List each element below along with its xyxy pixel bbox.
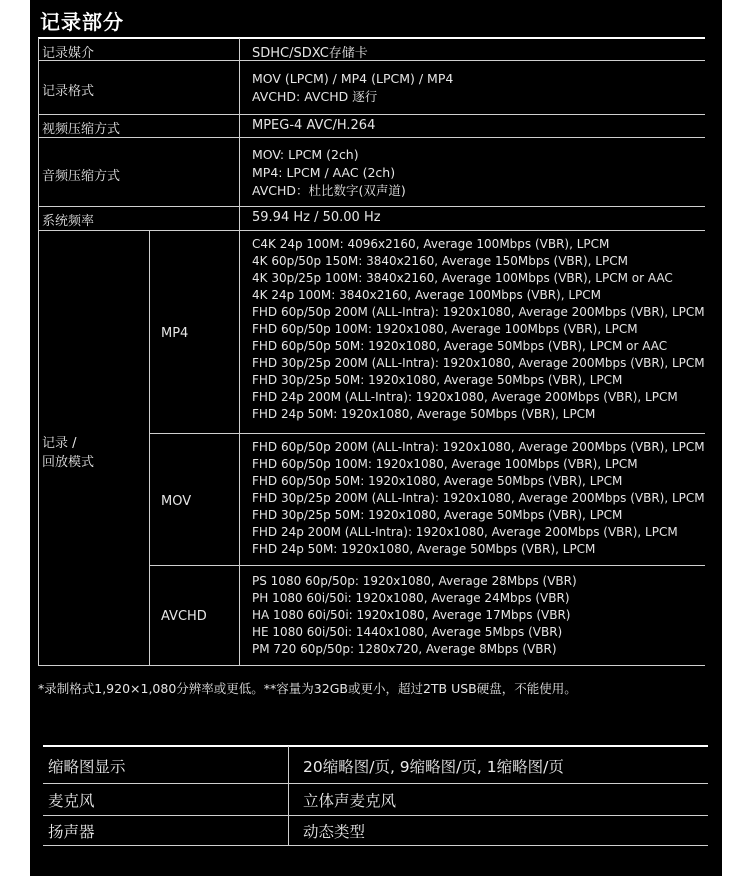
row-divider (43, 783, 708, 784)
bottom-table-divider (288, 746, 289, 846)
avchd-spec-list (252, 573, 577, 658)
spec-line: 4K 24p 100M: 3840x2160, Average 100Mbps (VBR), LPCM (252, 288, 602, 302)
spec-line: PS 1080 60p/50p: 1920x1080, Average 28Mbps (VBR) (252, 574, 577, 588)
speaker-label: 扬声器 (48, 823, 95, 841)
spec-line: FHD 60p/50p 100M: 1920x1080, Average 100Mbps (VBR), LPCM (252, 322, 638, 336)
format-value-2: AVCHD: AVCHD 逐行 (252, 89, 378, 104)
spec-line: FHD 24p 50M: 1920x1080, Average 50Mbps (VBR), LPCM (252, 407, 596, 421)
mov-spec-list (252, 439, 705, 558)
audio-value-1: MOV: LPCM (2ch) (252, 147, 359, 162)
table-left-border (38, 38, 39, 665)
thumbnail-value: 20缩略图/页, 9缩略图/页, 1缩略图/页 (303, 758, 564, 776)
media-value: SDHC/SDXC存储卡 (252, 46, 368, 61)
spec-line: 4K 60p/50p 150M: 3840x2160, Average 150Mbps (VBR), LPCM (252, 254, 628, 268)
microphone-value: 立体声麦克风 (303, 792, 397, 810)
spec-line: 4K 30p/25p 100M: 3840x2160, Average 100Mbps (VBR), LPCM or AAC (252, 271, 673, 285)
spec-line: HA 1080 60i/50i: 1920x1080, Average 17Mbps (VBR) (252, 608, 571, 622)
mode-label-line1: 记录 / (42, 436, 77, 451)
spec-line: FHD 60p/50p 50M: 1920x1080, Average 50Mbps (VBR), LPCM (252, 474, 623, 488)
video-value: MPEG-4 AVC/H.264 (252, 118, 376, 133)
avchd-label: AVCHD (161, 609, 207, 624)
video-label: 视频压缩方式 (42, 122, 121, 137)
row-divider (38, 60, 705, 61)
mp4-spec-list (252, 236, 705, 423)
thumbnail-label: 缩略图显示 (48, 758, 126, 776)
spec-line: FHD 60p/50p 200M (ALL-Intra): 1920x1080, Average 200Mbps (VBR), LPCM (252, 305, 705, 319)
freq-value: 59.94 Hz / 50.00 Hz (252, 210, 381, 225)
spec-line: C4K 24p 100M: 4096x2160, Average 100Mbps (VBR), LPCM (252, 237, 610, 251)
audio-value-3: AVCHD：杜比数字(双声道) (252, 183, 406, 198)
row-divider (38, 206, 705, 207)
row-divider (38, 230, 705, 231)
row-divider (149, 565, 705, 566)
spec-line: FHD 30p/25p 50M: 1920x1080, Average 50Mbps (VBR), LPCM (252, 508, 623, 522)
spec-line: FHD 24p 200M (ALL-Intra): 1920x1080, Average 200Mbps (VBR), LPCM (252, 525, 678, 539)
mode-subdivider (149, 231, 150, 665)
audio-value-2: MP4: LPCM / AAC (2ch) (252, 165, 396, 180)
footnote: *录制格式1,920×1,080分辨率或更低。**容量为32GB或更小，超过2TB USB硬盘，不能使用。 (38, 681, 577, 696)
row-divider (149, 433, 705, 434)
audio-label: 音频压缩方式 (42, 169, 121, 184)
format-label: 记录格式 (42, 84, 95, 99)
spec-line: PM 720 60p/50p: 1280x720, Average 8Mbps (VBR) (252, 642, 557, 656)
mode-label-line2: 回放模式 (42, 455, 95, 470)
format-value-1: MOV (LPCM) / MP4 (LPCM) / MP4 (252, 71, 454, 86)
speaker-value: 动态类型 (303, 823, 366, 841)
spec-line: PH 1080 60i/50i: 1920x1080, Average 24Mbps (VBR) (252, 591, 570, 605)
microphone-label: 麦克风 (48, 792, 95, 810)
mp4-label: MP4 (161, 326, 189, 341)
spec-line: FHD 24p 200M (ALL-Intra): 1920x1080, Average 200Mbps (VBR), LPCM (252, 390, 678, 404)
spec-line: FHD 30p/25p 200M (ALL-Intra): 1920x1080, Average 200Mbps (VBR), LPCM (252, 356, 705, 370)
bottom-table-top-border (43, 745, 708, 747)
section-title: 记录部分 (40, 10, 124, 34)
mov-label: MOV (161, 494, 192, 509)
spec-line: FHD 60p/50p 100M: 1920x1080, Average 100Mbps (VBR), LPCM (252, 457, 638, 471)
table-divider (239, 38, 240, 665)
spec-line: FHD 24p 50M: 1920x1080, Average 50Mbps (VBR), LPCM (252, 542, 596, 556)
row-divider (38, 114, 705, 115)
spec-line: FHD 60p/50p 200M (ALL-Intra): 1920x1080, Average 200Mbps (VBR), LPCM (252, 440, 705, 454)
title-divider (38, 37, 705, 39)
freq-label: 系统频率 (42, 214, 95, 229)
row-divider (43, 815, 708, 816)
spec-line: HE 1080 60i/50i: 1440x1080, Average 5Mbps (VBR) (252, 625, 563, 639)
spec-line: FHD 60p/50p 50M: 1920x1080, Average 50Mbps (VBR), LPCM or AAC (252, 339, 668, 353)
spec-line: FHD 30p/25p 50M: 1920x1080, Average 50Mbps (VBR), LPCM (252, 373, 623, 387)
table-bottom-border (38, 665, 705, 666)
spec-line: FHD 30p/25p 200M (ALL-Intra): 1920x1080, Average 200Mbps (VBR), LPCM (252, 491, 705, 505)
media-label: 记录媒介 (42, 46, 95, 61)
row-divider (38, 137, 705, 138)
bottom-table-bottom-border (43, 845, 708, 846)
